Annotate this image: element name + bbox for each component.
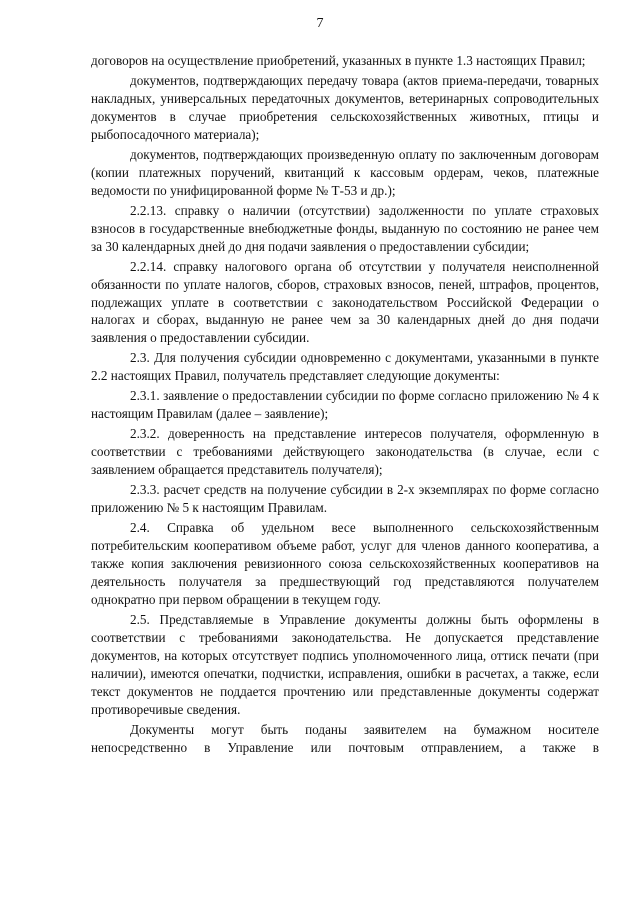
body-text — [91, 52, 599, 759]
paragraph-2-3: 2.3. Для получения субсидии одновременно с документами, указанными в пункте 2.2 настоящих Правил, получатель представляет следующие документы: — [91, 350, 599, 384]
paragraph-2-5: 2.5. Представляемые в Управление документы должны быть оформлены в соответствии с требованиями законодательства. Не допускается представление документов, на которых отсутствует подпись уполномоченного лица, оттиск печати (при наличии), имеются опечатки, подчистки, исправления, ошибки в расчетах, а также, если текст документов не поддается прочтению или представленные документы содержат противоречивые сведения. — [91, 612, 599, 717]
paragraph-contracts: договоров на осуществление приобретений, указанных в пункте 1.3 настоящих Правил; — [91, 53, 586, 68]
paragraph-payment-documents: документов, подтверждающих произведенную оплату по заключенным договорам (копии платежных поручений, квитанций к кассовым ордерам, чеков, платежные ведомости по унифицированной форме № Т-53 и др.); — [91, 146, 599, 198]
paragraph-2-3-3: 2.3.3. расчет средств на получение субсидии в 2-х экземплярах по форме согласно приложению № 5 к настоящим Правилам. — [91, 482, 599, 516]
paragraph-2-2-14: 2.2.14. справку налогового органа об отсутствии у получателя неисполненной обязанности по уплате налогов, сборов, страховых взносов, пеней, штрафов, процентов, подлежащих уплате в соответствии с законодательством Российской Федерации о налогах и сборах, выданную не ранее чем за 30 календарных дней до дня подачи заявления о предоставлении субсидии. — [91, 258, 599, 346]
page-number: 7 — [316, 16, 324, 31]
paragraph-submission: Документы могут быть поданы заявителем на бумажном носителе непосредственно в Управление или почтовым отправлением, а также в — [91, 721, 599, 755]
paragraph-transfer-documents: документов, подтверждающих передачу товара (актов приема-передачи, товарных накладных, универсальных передаточных документов, ветеринарных сопроводительных документов в случае приобретения сельскохозяйственных животных, птицы и рыбопосадочного материала); — [91, 73, 599, 142]
paragraph-2-3-2: 2.3.2. доверенность на представление интересов получателя, оформленную в соответствии с требованиями действующего законодательства (в случае, если с заявлением обращается представитель получателя); — [91, 426, 599, 478]
paragraph-2-4: 2.4. Справка об удельном весе выполненного сельскохозяйственным потребительским кооперативом объеме работ, услуг для членов данного кооператива, а также копия заключения ревизионного союза сельскохозяйственных кооперативов на деятельность получателя за предшествующий год представляются получателем однократно при первом обращении в текущем году. — [91, 520, 599, 607]
paragraph-2-2-13: 2.2.13. справку о наличии (отсутствии) задолженности по уплате страховых взносов в государственные внебюджетные фонды, выданную по состоянию не ранее чем за 30 календарных дней до дня подачи заявления о предоставлении субсидии; — [91, 202, 599, 254]
paragraph-2-3-1: 2.3.1. заявление о предоставлении субсидии по форме согласно приложению № 4 к настоящим Правилам (далее – заявление); — [91, 388, 599, 422]
